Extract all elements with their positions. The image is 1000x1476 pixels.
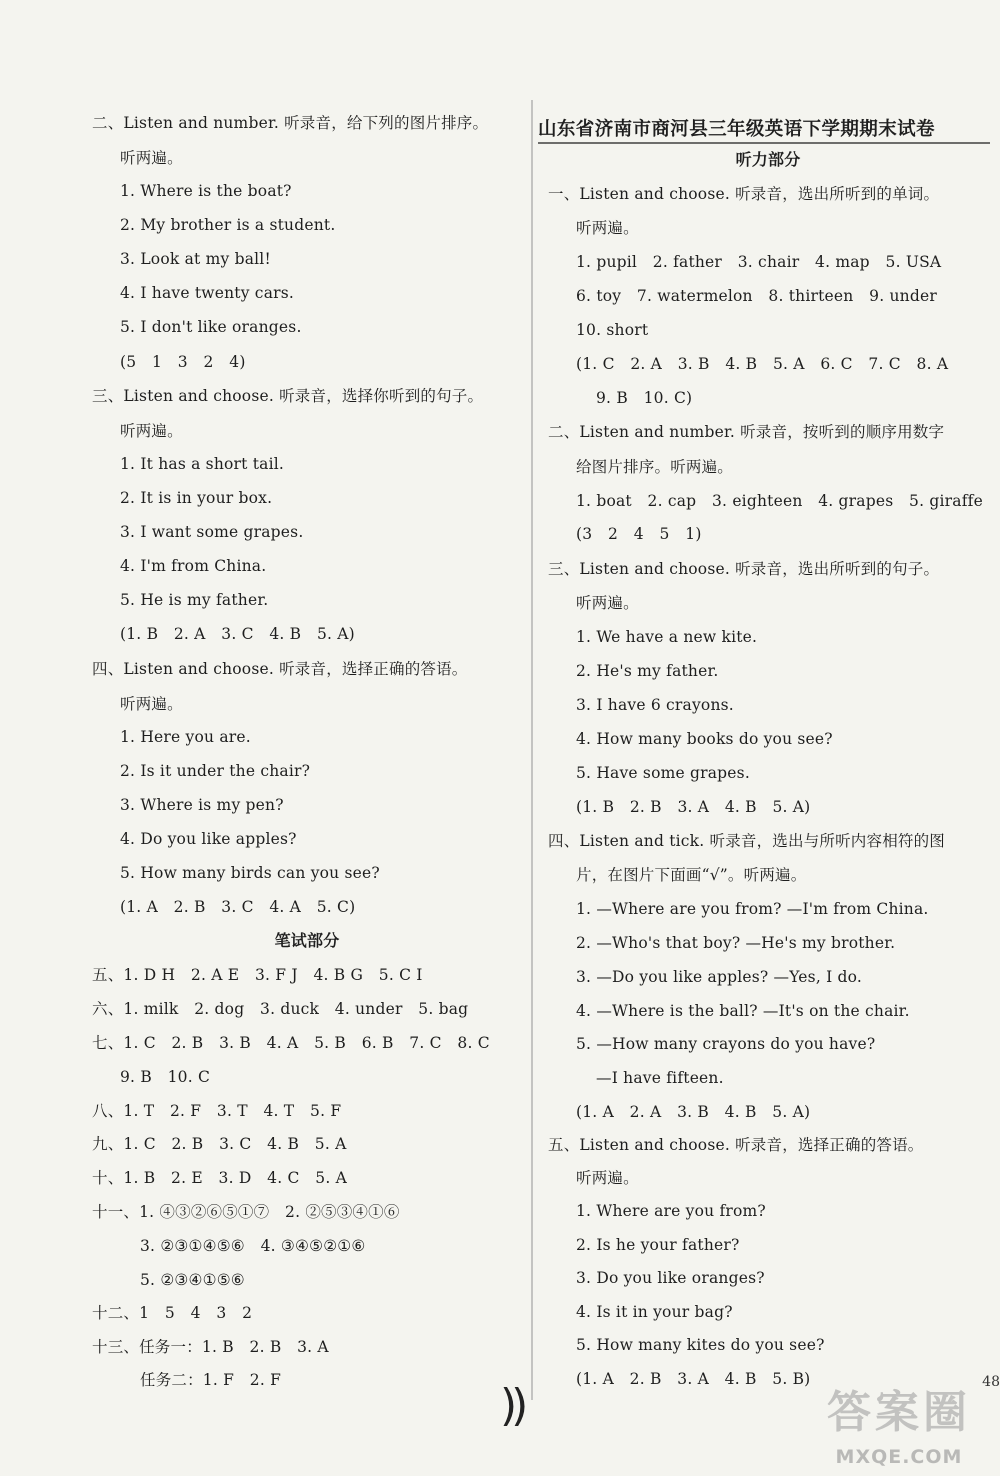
right-line: 4. Is it in your bag? — [576, 1303, 733, 1321]
right-line: 三、Listen and choose. 听录音，选出所听到的句子。 — [548, 560, 940, 578]
right-line: 1. —Where are you from? —I'm from China. — [576, 900, 929, 918]
left-line: 2. My brother is a student. — [120, 216, 336, 234]
left-line: 3. ②③①④⑤⑥ 4. ③④⑤②①⑥ — [140, 1237, 366, 1255]
left-line: (1. A 2. B 3. C 4. A 5. C) — [120, 898, 356, 916]
left-line: 1. Where is the boat? — [120, 182, 292, 200]
right-line: 5. How many kites do you see? — [576, 1336, 825, 1354]
left-line: 听两遍。 — [120, 695, 183, 713]
left-line: 1. It has a short tail. — [120, 455, 285, 473]
right-line: (1. C 2. A 3. B 4. B 5. A 6. C 7. C 8. A — [576, 355, 949, 373]
right-line: 2. Is he your father? — [576, 1236, 740, 1254]
left-line: 听两遍。 — [120, 422, 183, 440]
left-line: 4. I have twenty cars. — [120, 284, 295, 302]
right-line: 3. Do you like oranges? — [576, 1269, 765, 1287]
right-line: 9. B 10. C) — [596, 389, 693, 407]
left-line: 三、Listen and choose. 听录音，选择你听到的句子。 — [92, 387, 484, 405]
right-line: 五、Listen and choose. 听录音，选择正确的答语。 — [548, 1136, 924, 1154]
right-line: 1. Where are you from? — [576, 1202, 766, 1220]
binding-bracket-mark: )) — [500, 1380, 523, 1431]
left-line: 5. How many birds can you see? — [120, 864, 380, 882]
right-line: —I have fifteen. — [596, 1069, 724, 1087]
right-line: 5. —How many crayons do you have? — [576, 1035, 876, 1053]
right-line: 10. short — [576, 321, 649, 339]
right-line: 四、Listen and tick. 听录音，选出与所听内容相符的图 — [548, 832, 946, 850]
left-line: (5 1 3 2 4) — [120, 353, 246, 371]
left-line: 七、1. C 2. B 3. B 4. A 5. B 6. B 7. C 8. C — [92, 1034, 490, 1052]
left-line: 五、1. D H 2. A E 3. F J 4. B G 5. C I — [92, 966, 423, 984]
left-line: 3. I want some grapes. — [120, 523, 304, 541]
watermark — [818, 1376, 980, 1468]
title-underline — [538, 142, 990, 144]
left-line: 任务二：1. F 2. F — [140, 1371, 282, 1389]
left-line: 4. Do you like apples? — [120, 830, 297, 848]
left-line: 九、1. C 2. B 3. C 4. B 5. A — [92, 1135, 347, 1153]
right-line: 听两遍。 — [576, 219, 639, 237]
left-line: 听两遍。 — [120, 149, 183, 167]
right-line: 二、Listen and number. 听录音，按听到的顺序用数字 — [548, 423, 945, 441]
left-line: 3. Look at my ball! — [120, 250, 271, 268]
right-line: 3. —Do you like apples? —Yes, I do. — [576, 968, 863, 986]
right-line: 听力部分 — [735, 150, 801, 169]
column-divider — [531, 100, 533, 1400]
right-line: (1. A 2. A 3. B 4. B 5. A) — [576, 1103, 811, 1121]
left-line: 八、1. T 2. F 3. T 4. T 5. F — [92, 1102, 342, 1120]
exam-title: 山东省济南市商河县三年级英语下学期期末试卷 — [538, 119, 935, 140]
left-line: 2. Is it under the chair? — [120, 762, 311, 780]
left-line: 1. Here you are. — [120, 728, 251, 746]
right-line: 4. —Where is the ball? —It's on the chair. — [576, 1002, 910, 1020]
right-line: 4. How many books do you see? — [576, 730, 833, 748]
left-line: 十二、1 5 4 3 2 — [92, 1304, 253, 1322]
watermark-url: MXQE.COM — [835, 1446, 963, 1468]
left-line: 六、1. milk 2. dog 3. duck 4. under 5. bag — [92, 1000, 469, 1018]
right-line: 听两遍。 — [576, 1169, 639, 1187]
left-line: 5. ②③④①⑤⑥ — [140, 1271, 245, 1289]
left-line: 4. I'm from China. — [120, 557, 267, 575]
right-line: 5. Have some grapes. — [576, 764, 750, 782]
right-line: 2. —Who's that boy? —He's my brother. — [576, 934, 896, 952]
left-line: 5. He is my father. — [120, 591, 269, 609]
left-line: 四、Listen and choose. 听录音，选择正确的答语。 — [92, 660, 468, 678]
right-line: (1. B 2. B 3. A 4. B 5. A) — [576, 798, 811, 816]
left-line: 9. B 10. C — [120, 1068, 211, 1086]
left-line: 5. I don't like oranges. — [120, 318, 302, 336]
right-line: 1. boat 2. cap 3. eighteen 4. grapes 5. giraffe — [576, 492, 983, 510]
right-line: (1. A 2. B 3. A 4. B 5. B) — [576, 1370, 811, 1388]
left-line: 二、Listen and number. 听录音，给下列的图片排序。 — [92, 114, 489, 132]
page-number: 48 — [982, 1374, 1000, 1390]
right-line: 给图片排序。听两遍。 — [576, 458, 734, 476]
right-line: 一、Listen and choose. 听录音，选出所听到的单词。 — [548, 185, 940, 203]
left-line: 十一、1. ④③②⑥⑤①⑦ 2. ②⑤③④①⑥ — [92, 1203, 400, 1221]
right-line: 片，在图片下面画“√”。听两遍。 — [576, 866, 807, 884]
left-line: 笔试部分 — [274, 931, 340, 950]
right-line: 2. He's my father. — [576, 662, 719, 680]
left-line: 2. It is in your box. — [120, 489, 273, 507]
left-line: (1. B 2. A 3. C 4. B 5. A) — [120, 625, 355, 643]
right-line: 6. toy 7. watermelon 8. thirteen 9. under — [576, 287, 937, 305]
right-line: 3. I have 6 crayons. — [576, 696, 734, 714]
left-line: 十三、任务一：1. B 2. B 3. A — [92, 1338, 329, 1356]
left-line: 3. Where is my pen? — [120, 796, 284, 814]
right-line: 听两遍。 — [576, 594, 639, 612]
right-line: 1. We have a new kite. — [576, 628, 758, 646]
right-line: 1. pupil 2. father 3. chair 4. map 5. USA — [576, 253, 942, 271]
right-line: (3 2 4 5 1) — [576, 525, 702, 543]
left-line: 十、1. B 2. E 3. D 4. C 5. A — [92, 1169, 347, 1187]
watermark-logo: 答案圈 — [827, 1387, 971, 1438]
